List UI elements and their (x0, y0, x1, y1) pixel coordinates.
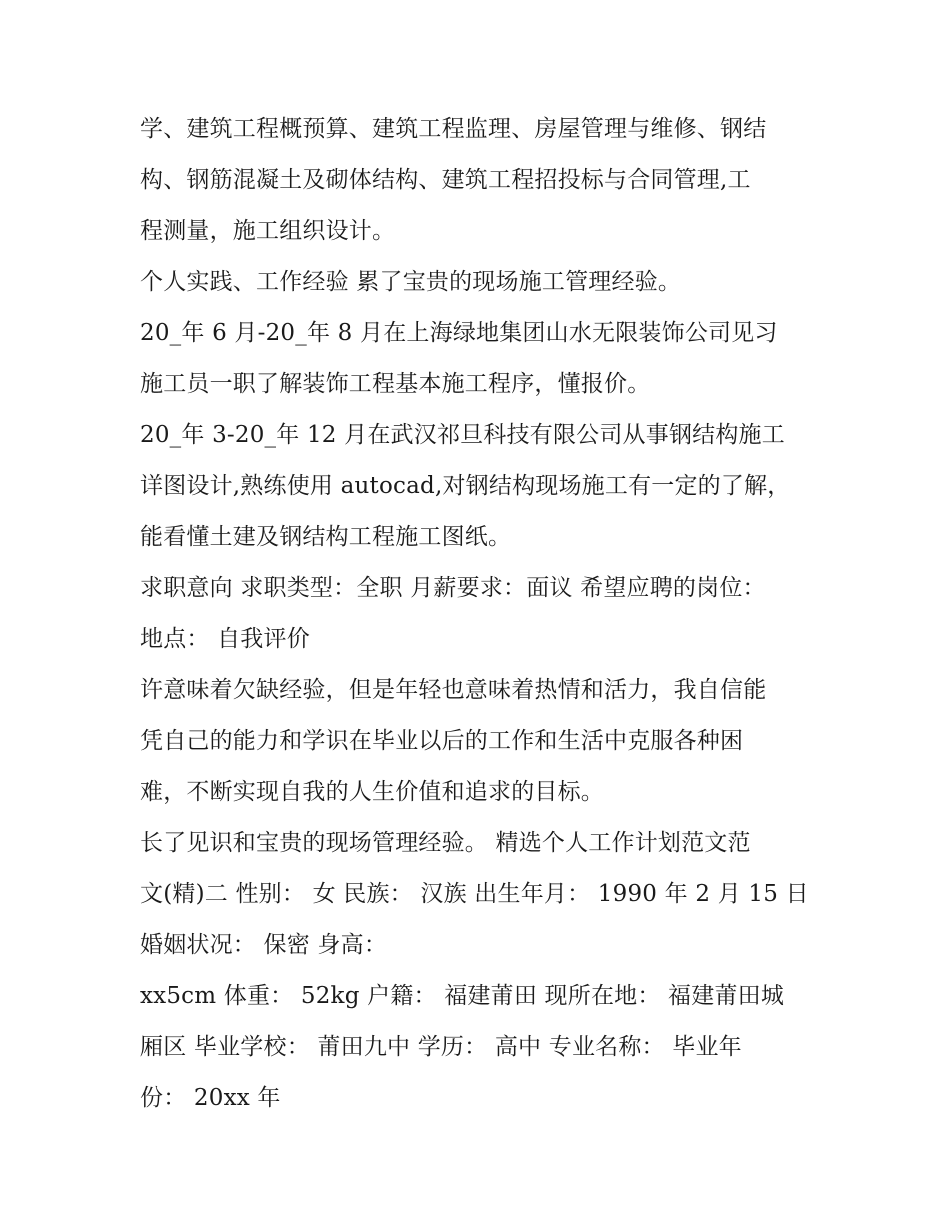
text-line: 构、钢筋混凝土及砌体结构、建筑工程招投标与合同管理,工 (140, 167, 751, 193)
text-line: 20_年 3-20_年 12 月在武汉祁旦科技有限公司从事钢结构施工 (140, 422, 785, 448)
text-line: 文(精)二 性别： 女 民族： 汉族 出生年月： 1990 年 2 月 15 日 (140, 881, 809, 907)
text-line: 凭自己的能力和学识在毕业以后的工作和生活中克服各种困 (140, 728, 744, 754)
text-line: 能看懂土建及钢结构工程施工图纸。 (140, 524, 512, 550)
text-line: xx5cm 体重： 52kg 户籍： 福建莆田 现所在地： 福建莆田城 (140, 983, 785, 1009)
text-line: 厢区 毕业学校： 莆田九中 学历： 高中 专业名称： 毕业年 (140, 1034, 742, 1060)
text-line: 程测量，施工组织设计。 (140, 218, 396, 244)
text-line: 长了见识和宝贵的现场管理经验。 精选个人工作计划范文范 (140, 830, 751, 856)
text-line: 婚姻状况： 保密 身高： (140, 932, 388, 958)
text-line: 详图设计,熟练使用 autocad,对钢结构现场施工有一定的了解， (140, 473, 791, 499)
text-line: 个人实践、工作经验 累了宝贵的现场施工管理经验。 (140, 269, 682, 295)
text-line: 学、建筑工程概预算、建筑工程监理、房屋管理与维修、钢结 (140, 116, 767, 142)
text-line: 许意味着欠缺经验，但是年轻也意味着热情和活力，我自信能 (140, 677, 767, 703)
document-body (140, 104, 820, 1124)
text-line: 20_年 6 月-20_年 8 月在上海绿地集团山水无限装饰公司见习 (140, 320, 778, 346)
text-line: 难，不断实现自我的人生价值和追求的目标。 (140, 779, 604, 805)
text-line: 求职意向 求职类型：全职 月薪要求：面议 希望应聘的岗位： (140, 575, 766, 601)
text-line: 施工员一职了解装饰工程基本施工程序，懂报价。 (140, 371, 651, 397)
text-line: 地点： 自我评价 (140, 626, 310, 652)
text-line: 份： 20xx 年 (140, 1085, 281, 1111)
